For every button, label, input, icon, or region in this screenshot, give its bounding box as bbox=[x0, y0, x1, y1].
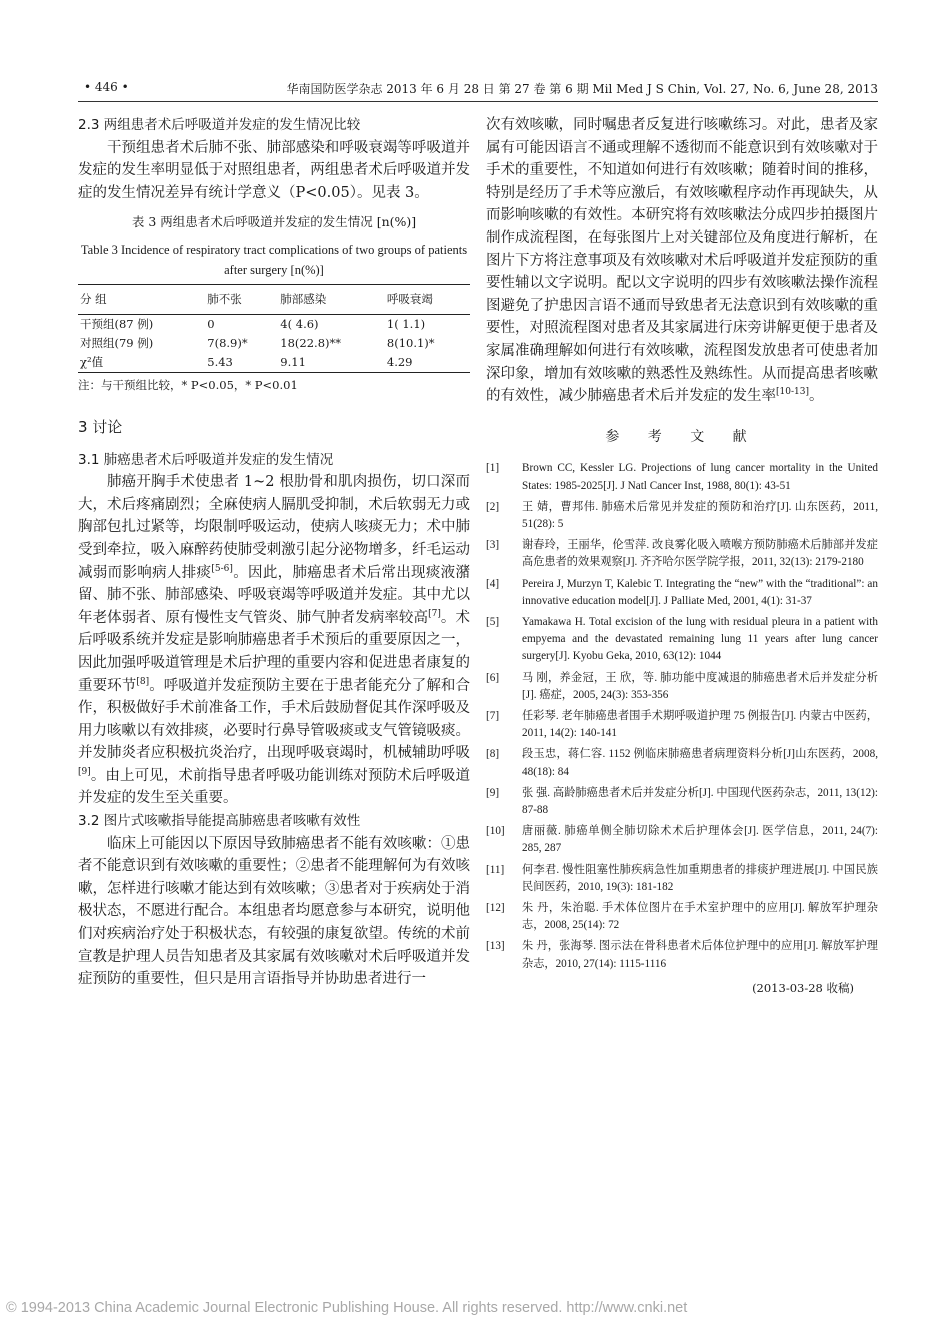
table-header-cell: 肺不张 bbox=[205, 285, 278, 315]
text-run: 。术后呼吸系统并发症是影响肺癌患者手术预后的重要原因之一，因此加强呼吸道管理是术后护理的重要内容和促进患者康复的重要环节 bbox=[78, 609, 471, 694]
journal-info: 华南国防医学杂志 2013 年 6 月 28 日 第 27 卷 第 6 期 Mil Med J S Chin, Vol. 27, No. 6, June 28, 2013 bbox=[286, 82, 878, 96]
reference-number: [13] bbox=[486, 940, 505, 953]
reference-list bbox=[486, 460, 878, 972]
table-cell: 干预组(87 例) bbox=[80, 316, 154, 331]
copyright-footer: © 1994-2013 China Academic Journal Electronic Publishing House. All rights reserved. http://www.cnki.net bbox=[6, 1300, 688, 1316]
table-cell: 0 bbox=[207, 316, 215, 331]
section-3-2-continued bbox=[486, 114, 878, 408]
table-header-row bbox=[78, 285, 470, 315]
citation: [5-6] bbox=[211, 563, 233, 574]
text-run: 次有效咳嗽，同时嘱患者反复进行咳嗽练习。对此，患者及家属有可能因语言不通或理解不透彻而不能意识到有效咳嗽对于手术的重要性，不知道如何进行有效咳嗽；随着时间的推移，特别是经历了手术等应激后，有效咳嗽程序动作再现缺失，从而影响咳嗽的有效性。本研究将有效咳嗽法分成四步拍摄图片制作成流程图，在每张图片上对关键部位及角度进行解析，在图片下方将注意事项及有效咳嗽对术后呼吸道并发症预防的重要性辅以文字说明。配以文字说明的四步有效咳嗽法操作流程图避免了护患因言语不通而导致患者无法意识到有效咳嗽的重要性，对照流程图对患者及其家属进行床旁讲解更便于患者及家属准确理解如何进行有效咳嗽，流程图发放患者可使患者加深印象，增加有效咳嗽的熟悉性及熟练性。从而提高患者咳嗽的有效性，减少肺癌患者术后并发症的发生率 bbox=[486, 117, 878, 405]
table-cell: 1( 1.1) bbox=[386, 316, 426, 331]
reference-number: [5] bbox=[486, 615, 500, 628]
reference-number: [6] bbox=[486, 671, 500, 684]
reference-text: 任彩琴. 老年肺癌患者围手术期呼吸道护理 75 例报告[J]. 内蒙古中医药，2011, 14(2): 140-141 bbox=[522, 709, 878, 740]
references-title: 参 考 文 献 bbox=[605, 428, 759, 445]
section-3-2-paragraph: 临床上可能因以下原因导致肺癌患者不能有效咳嗽：①患者不能意识到有效咳嗽的重要性；②患者不能理解何为有效咳嗽，怎样进行咳嗽才能达到有效咳嗽；③患者对于疾病处于消极状态，不愿进行配合。本组患者均愿意参与本研究，说明他们对疾病治疗处于积极状态，有较强的康复欲望。传统的术前宣教是护理人员告知患者及其家属有效咳嗽对术后呼吸道并发症预防的重要性，但只是用言语指导并协助患者进行一 bbox=[78, 835, 470, 988]
text-run: 。呼吸道并发症预防主要在于患者能充分了解和合作，积极做好手术前准备工作，手术后鼓励督促其作深呼吸及用力咳嗽以有效排痰，必要时行鼻导管吸痰或支气管镜吸痰。并发肺炎者应积极抗炎治疗，出现呼吸衰竭时，机械辅助呼吸 bbox=[78, 677, 471, 762]
citation: [9] bbox=[78, 767, 91, 778]
reference-text: 马 刚，养金冠，王 欣，等. 肺功能中度减退的肺癌患者术后并发症分析[J]. 癌症，2005, 24(3): 353-356 bbox=[522, 671, 878, 701]
table-cell: 7(8.9)* bbox=[207, 335, 248, 350]
reference-text: Brown CC, Kessler LG. Projections of lung cancer mortality in the United States: 1985-2025[J]. J Natl Cancer Inst, 1988, 80(1): 43-51 bbox=[522, 462, 878, 492]
reference-item bbox=[486, 499, 878, 533]
reference-text: 谢春玲，王丽华，伦雪萍. 改良雾化吸入喷喉方预防肺癌术后肺部并发症高危患者的效果观察[J]. 齐齐哈尔医学院学报，2011, 32(13): 2179-2180 bbox=[522, 539, 878, 569]
table-3-note: 注：与干预组比较，* P<0.05，* P<0.01 bbox=[78, 377, 298, 392]
section-3-1-paragraph bbox=[78, 471, 470, 810]
table-header-cell: 分 组 bbox=[78, 285, 205, 315]
table-3 bbox=[78, 284, 470, 373]
table-3-caption-cn: 表 3 两组患者术后呼吸道并发症的发生情况 [n(%)] bbox=[131, 214, 417, 230]
reference-number: [7] bbox=[486, 709, 500, 722]
reference-text: 唐丽薇. 肺癌单侧全肺切除术术后护理体会[J]. 医学信息，2011, 24(7): 285, 287 bbox=[522, 825, 878, 855]
text-run: 。因此，肺癌患者术后常出现痰液潴留、肺不张、肺部感染、呼吸衰竭等呼吸道并发症。其中尤以年老体弱者、原有慢性支气管炎、肺气肿者发病率较高 bbox=[78, 564, 470, 626]
reference-item bbox=[486, 708, 878, 742]
text-run: 。 bbox=[808, 388, 824, 405]
right-column bbox=[486, 114, 878, 999]
section-2-3-title: 2.3 两组患者术后呼吸道并发症的发生情况比较 bbox=[78, 117, 361, 133]
received-date: (2013-03-28 收稿) bbox=[752, 980, 854, 995]
reference-number: [3] bbox=[486, 539, 500, 552]
text-run: 肺癌开胸手术使患者 1~2 根肋骨和肌肉损伤，切口深而大，术后疼痛剧烈；全麻使病人膈肌受抑制，术后软弱无力或胸部包扎过紧等，均限制呼吸运动，使病人咳痰无力；术中肺受到牵拉，吸入麻醉药使肺受刺激引起分泌物增多，纤毛运动减弱而影响病人排痰 bbox=[78, 474, 470, 581]
table-header-cell: 肺部感染 bbox=[278, 285, 385, 315]
reference-number: [11] bbox=[486, 863, 505, 876]
table-header-cell: 呼吸衰竭 bbox=[385, 285, 470, 315]
table-cell: 对照组(79 例) bbox=[80, 335, 154, 350]
reference-text: 段玉忠，蒋仁容. 1152 例临床肺癌患者病理资料分析[J]山东医药，2008, 48(18): 84 bbox=[522, 748, 878, 778]
section-3-2-title: 3.2 图片式咳嗽指导能提高肺癌患者咳嗽有效性 bbox=[78, 813, 361, 830]
section-3-title: 3 讨论 bbox=[78, 417, 123, 436]
reference-item bbox=[486, 862, 878, 896]
reference-text: 张 强. 高龄肺癌患者术后并发症分析[J]. 中国现代医药杂志，2011, 13(12): 87-88 bbox=[522, 786, 878, 816]
table-row bbox=[78, 314, 470, 334]
reference-number: [10] bbox=[486, 825, 505, 838]
reference-text: Yamakawa H. Total excision of the lung with residual pleura in a patient with empyema and the devastated remaining lung 11 years after lung cancer surgery[J]. Kyobu Geka, 2010, 63(12): 1044 bbox=[522, 615, 878, 663]
table-cell: 8(10.1)* bbox=[386, 335, 435, 350]
reference-text: Pereira J, Murzyn T, Kalebic T. Integrating the “new” with the “traditional”: an innovative education model[J]. J Palliate Med, 2001, 4(1): 31-37 bbox=[522, 577, 878, 607]
reference-item bbox=[486, 670, 878, 704]
reference-text: 何李君. 慢性阻塞性肺疾病急性加重期患者的排痰护理进展[J]. 中国民族民间医药，2010, 19(3): 181-182 bbox=[522, 863, 878, 893]
reference-text: 朱 丹，朱治聪. 手术体位图片在手术室护理中的应用[J]. 解放军护理杂志，2008, 25(14): 72 bbox=[522, 901, 878, 932]
reference-item bbox=[486, 938, 878, 972]
reference-item bbox=[486, 460, 878, 494]
reference-number: [12] bbox=[486, 901, 505, 914]
table-cell: 9.11 bbox=[278, 353, 385, 373]
reference-number: [8] bbox=[486, 748, 500, 761]
table-row bbox=[78, 353, 470, 373]
reference-text: 王 婧，曹邦伟. 肺癌术后常见并发症的预防和治疗[J]. 山东医药，2011, 51(28): 5 bbox=[522, 500, 878, 530]
table-cell: 18(22.8)** bbox=[280, 335, 342, 350]
reference-number: [2] bbox=[486, 500, 500, 513]
citation: [8] bbox=[136, 676, 150, 687]
page-number: • 446 • bbox=[84, 80, 129, 94]
reference-item bbox=[486, 537, 878, 571]
left-column bbox=[78, 114, 470, 991]
citation: [10-13] bbox=[776, 387, 809, 398]
table-cell: 4.29 bbox=[385, 353, 470, 373]
table-cell: 4( 4.6) bbox=[280, 316, 319, 331]
section-2-3-paragraph: 干预组患者术后肺不张、肺部感染和呼吸衰竭等呼吸道并发症的发生率明显低于对照组患者，两组患者术后呼吸道并发症的发生情况差异有统计学意义（P<0.05）。见表 3。 bbox=[78, 139, 470, 201]
section-3-1-title: 3.1 肺癌患者术后呼吸道并发症的发生情况 bbox=[78, 451, 334, 468]
citation: [7] bbox=[428, 608, 441, 619]
table-3-caption-en: Table 3 Incidence of respiratory tract complications of two groups of patients after surgery [n(%)] bbox=[80, 243, 468, 278]
reference-item bbox=[486, 785, 878, 819]
reference-item bbox=[486, 576, 878, 610]
running-header bbox=[78, 80, 878, 100]
reference-item bbox=[486, 746, 878, 780]
text-run: 。由上可见，术前指导患者呼吸功能训练对预防术后呼吸道并发症的发生至关重要。 bbox=[78, 767, 470, 807]
reference-number: [9] bbox=[486, 786, 500, 799]
reference-item bbox=[486, 614, 878, 666]
reference-item bbox=[486, 823, 878, 857]
table-cell: χ²值 bbox=[78, 353, 205, 373]
reference-number: [1] bbox=[486, 462, 500, 475]
reference-item bbox=[486, 900, 878, 934]
reference-text: 朱 丹，张海琴. 图示法在骨科患者术后体位护理中的应用[J]. 解放军护理杂志，2010, 27(14): 1115-1116 bbox=[522, 940, 878, 970]
table-cell: 5.43 bbox=[205, 353, 278, 373]
header-rule bbox=[78, 101, 878, 102]
table-row bbox=[78, 334, 470, 353]
reference-number: [4] bbox=[486, 577, 500, 590]
